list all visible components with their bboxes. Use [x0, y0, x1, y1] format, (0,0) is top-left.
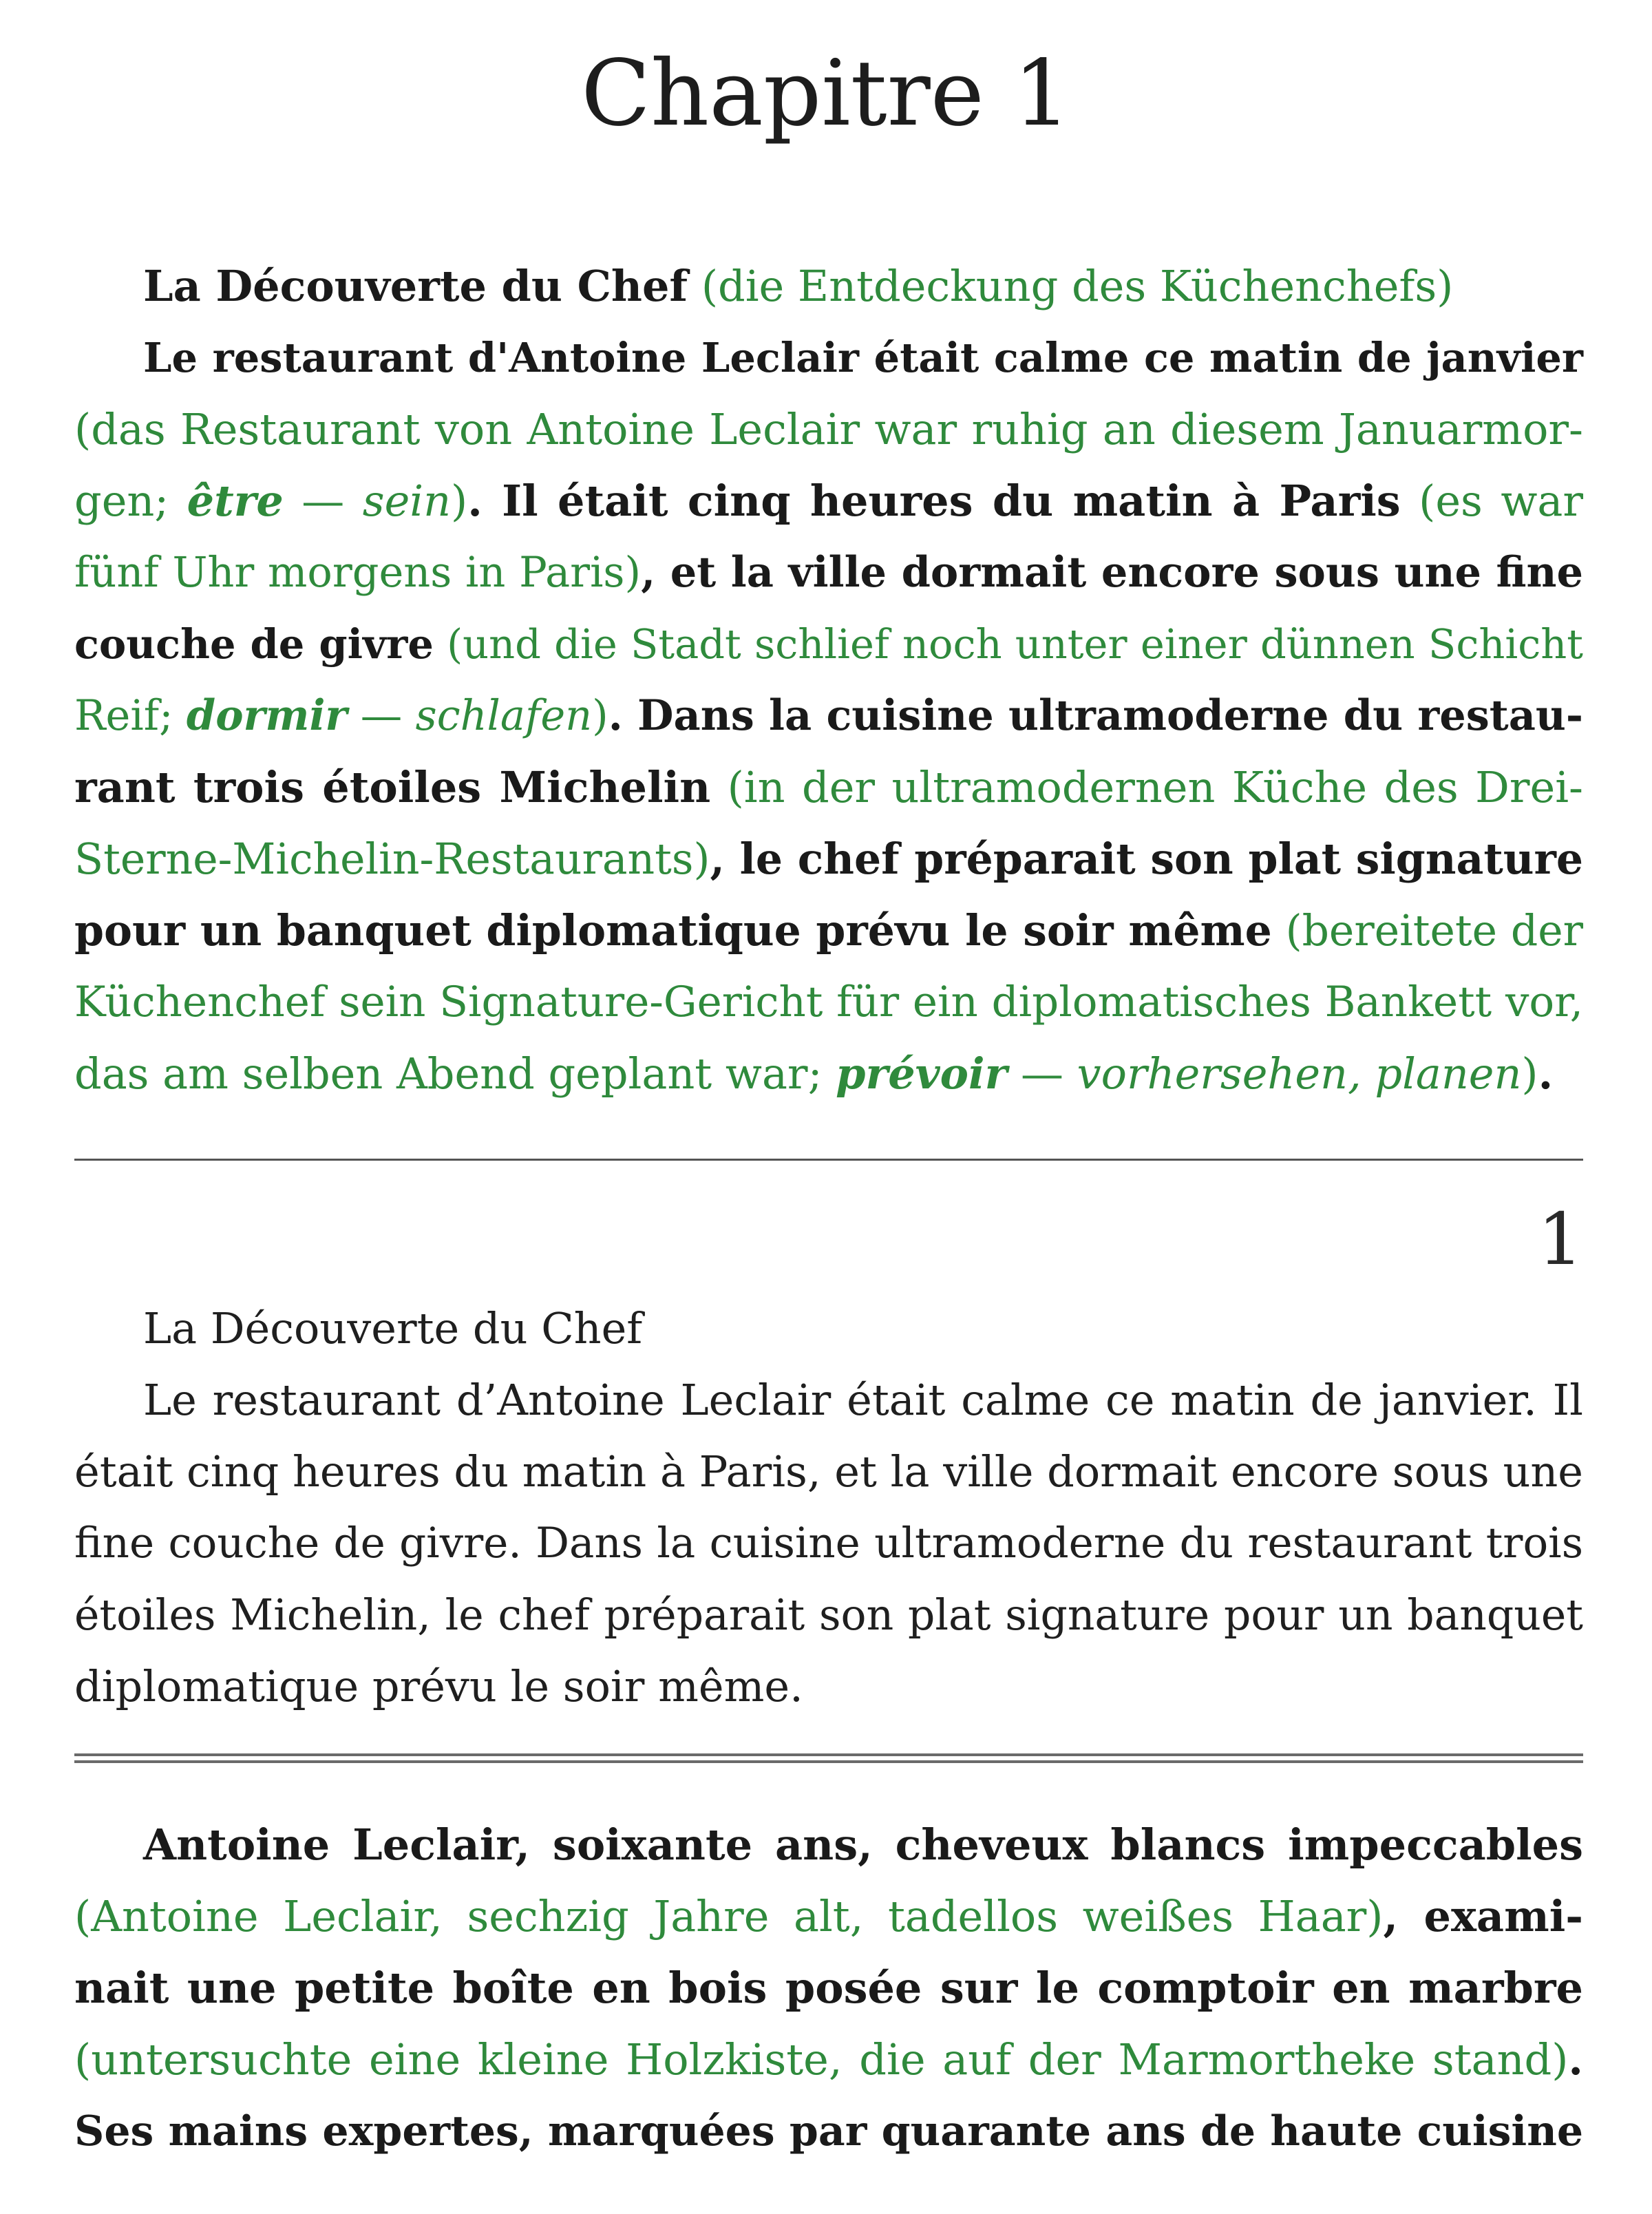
vocab-dash: — [1007, 1048, 1077, 1099]
german-text: (bereitete der [1271, 906, 1583, 956]
text-line [143, 324, 1583, 392]
vocab-translation: vorhersehen, planen [1077, 1048, 1522, 1099]
page-number: 1 [1537, 1197, 1583, 1281]
french-text: , le chef préparait son plat signature [710, 834, 1583, 884]
original-line: Le restaurant d’Antoine Leclair était calme ce matin de janvier. Il [143, 1375, 1583, 1425]
text-line [74, 825, 1583, 894]
section-divider [74, 1159, 1583, 1161]
french-text: , exami- [1383, 1891, 1583, 1941]
original-heading: La Découverte du Chef [143, 1303, 643, 1353]
german-text: (untersuchte eine kleine Holzkiste, die auf der Marmortheke stand) [74, 2034, 1569, 2085]
section-heading-line [143, 252, 1583, 321]
vocab-dash: — [283, 476, 363, 526]
original-line: fine couche de givre. Dans la cuisine ultramoderne du restaurant trois [74, 1519, 1583, 1568]
chapter-title: Chapitre 1 [581, 41, 1071, 147]
text-line [74, 467, 1583, 536]
german-text: ) [451, 476, 468, 526]
text-line [74, 2097, 1583, 2166]
text-line [74, 2025, 1583, 2094]
french-text: . Il était cinq heures du matin à Paris [467, 476, 1401, 526]
vocab-translation: sein [362, 476, 452, 526]
french-text: . [1568, 2034, 1583, 2085]
text-line [143, 1811, 1583, 1879]
german-text: (und die Stadt schlief noch unter einer dünnen Schicht [433, 620, 1583, 668]
text-line [74, 1040, 1583, 1108]
french-text: Antoine Leclair, soixante ans, cheveux blancs impeccables [143, 1820, 1583, 1870]
french-text: pour un banquet diplomatique prévu le soir même [74, 905, 1272, 956]
french-text: Ses mains expertes, marquées par quarante ans de haute cuisine [74, 2107, 1583, 2155]
german-text: (Antoine Leclair, sechzig Jahre alt, tadellos weißes Haar) [74, 1891, 1384, 1941]
text-line [74, 968, 1583, 1037]
text-line [74, 753, 1583, 822]
vocab-word: dormir [186, 691, 348, 740]
german-text: (in der ultramodernen Küche des Drei- [710, 762, 1583, 812]
text-line [74, 896, 1583, 965]
original-line: était cinq heures du matin à Paris, et la ville dormait encore sous une [74, 1446, 1583, 1497]
text-line [74, 538, 1583, 607]
french-text: . [1538, 1048, 1554, 1099]
original-line: étoiles Michelin, le chef préparait son plat signature pour un banquet [74, 1590, 1583, 1640]
vocab-translation: schlafen [415, 692, 593, 740]
vocab-dash: — [347, 692, 416, 740]
text-line [74, 1954, 1583, 2023]
heading-german: (die Entdeckung des Küchenchefs) [701, 261, 1454, 311]
double-divider [74, 1753, 1583, 1763]
german-text: Reif; [74, 692, 187, 740]
french-text: , et la ville dormait encore sous une fine [641, 548, 1583, 597]
german-text: Küchenchef sein Signature-Gericht für ein diplomatisches Bankett vor, [74, 978, 1583, 1026]
german-text: das am selben Abend geplant war; [74, 1048, 836, 1099]
german-text: ) [592, 692, 608, 740]
french-text: . Dans la cuisine ultramoderne du restau- [608, 691, 1583, 740]
french-text: couche de givre [74, 620, 434, 668]
vocab-word: prévoir [836, 1048, 1008, 1099]
vocab-word: être [187, 476, 284, 526]
german-text: (das Restaurant von Antoine Leclair war ruhig an diesem Januarmor- [74, 404, 1583, 454]
german-text: gen; [74, 476, 187, 526]
french-text: nait une petite boîte en bois posée sur le comptoir en marbre [74, 1963, 1583, 2013]
german-text: Sterne-Michelin-Restaurants) [74, 834, 710, 884]
heading-french: La Découverte du Chef [143, 261, 688, 311]
french-text: Le restaurant d'Antoine Leclair était calme ce matin de janvier [143, 334, 1583, 381]
french-text: rant trois étoiles Michelin [74, 762, 711, 812]
text-line [74, 395, 1583, 464]
german-text: (es war [1400, 476, 1583, 526]
original-line: diplomatique prévu le soir même. [74, 1661, 803, 1711]
text-line [74, 1882, 1583, 1951]
text-line [74, 610, 1583, 679]
german-text: ) [1521, 1048, 1538, 1099]
german-text: fünf Uhr morgens in Paris) [74, 549, 642, 597]
text-line [74, 682, 1583, 750]
